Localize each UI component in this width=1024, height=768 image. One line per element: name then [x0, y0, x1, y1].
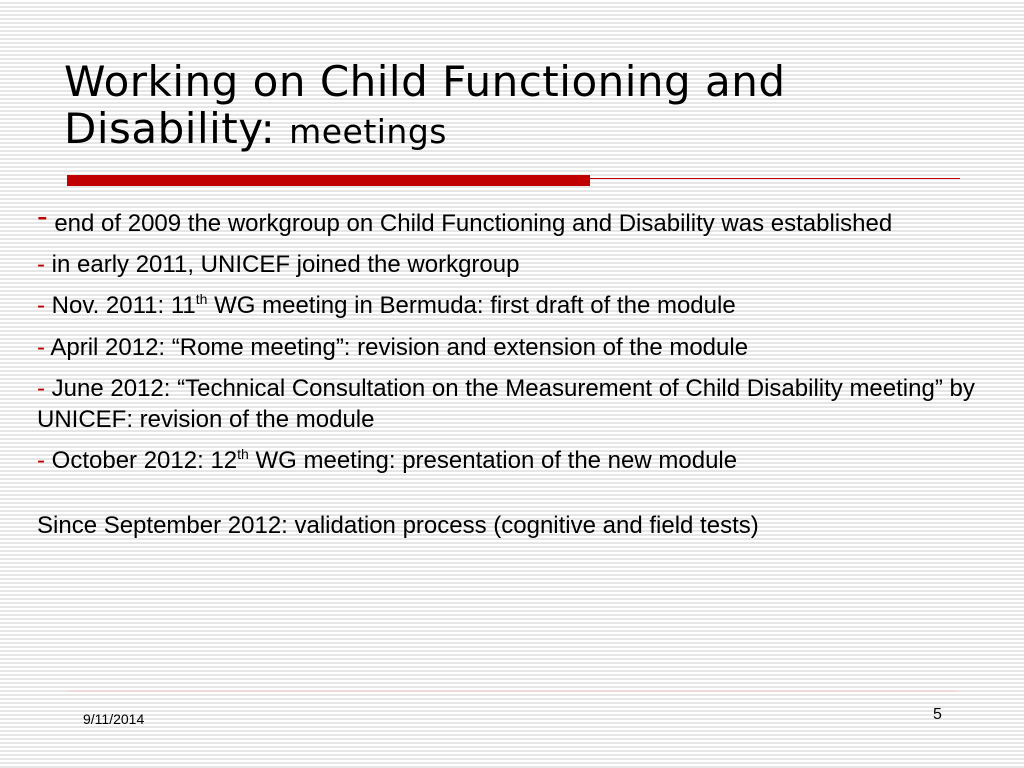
spacer — [37, 486, 1007, 510]
bullet-dash: - — [37, 447, 45, 475]
list-item-text: Nov. 2011: 11 — [51, 292, 196, 320]
list-item-text: October 2012: 12 — [51, 447, 238, 475]
bullet-dash: - — [37, 251, 45, 279]
ordinal-suffix: th — [237, 446, 249, 463]
footer-date: 9/11/2014 — [83, 711, 145, 727]
bullet-dash: - — [37, 333, 45, 361]
closing-statement: Since September 2012: validation process (cognitive and field tests) — [37, 512, 759, 540]
title-underline-thin — [590, 178, 960, 179]
slide-title — [64, 58, 964, 153]
title-sub: meetings — [289, 112, 447, 152]
title-underline-thick — [67, 175, 590, 186]
title-main: Working on Child Functioning and Disability: — [64, 57, 786, 154]
list-item-text-cont: WG meeting: presentation of the new module — [248, 447, 738, 475]
list-item — [37, 249, 1007, 280]
list-item-text: June 2012: “Technical Consultation on the Measurement of Child Disability meeting” by UNICEF: revision of the module — [37, 374, 975, 433]
list-item — [37, 373, 1007, 435]
list-item-text: in early 2011, UNICEF joined the workgroup — [51, 251, 520, 279]
page-number: 5 — [933, 706, 942, 723]
footer-divider — [67, 690, 957, 692]
list-item-text: end of 2009 the workgroup on Child Functioning and Disability was established — [54, 210, 893, 237]
list-item-text-cont: WG meeting in Bermuda: first draft of the module — [207, 292, 736, 320]
ordinal-suffix: th — [195, 291, 208, 308]
slide-body — [37, 196, 1007, 552]
bullet-dash: - — [37, 374, 45, 402]
bullet-dash: - — [37, 292, 45, 320]
list-item — [37, 332, 1007, 363]
bullet-dash: - — [37, 198, 48, 234]
list-item — [37, 445, 1007, 476]
list-item-text: April 2012: “Rome meeting”: revision and extension of the module — [50, 333, 749, 361]
list-item — [37, 196, 1007, 239]
list-item — [37, 290, 1007, 321]
